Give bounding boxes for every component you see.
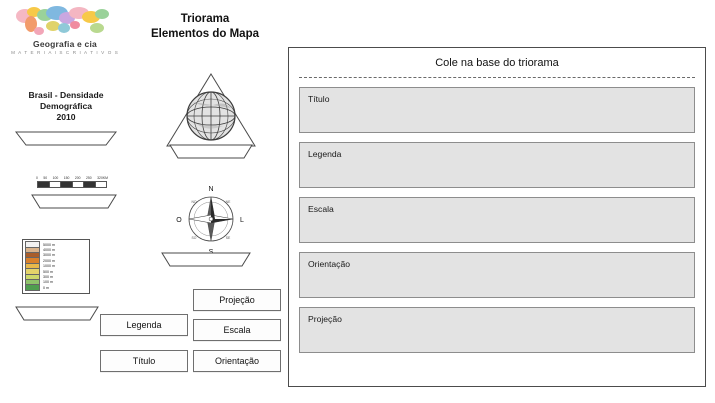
- triorama-base-panel: [288, 47, 706, 387]
- svg-text:SE: SE: [225, 236, 231, 240]
- legend-label: 4000 m: [43, 248, 55, 253]
- orientation-compass: [168, 178, 254, 260]
- brand-logo: [6, 4, 124, 66]
- legend-label: 3000 m: [43, 253, 55, 258]
- scalebar-tick: 320KM: [97, 176, 108, 180]
- svg-text:SO: SO: [191, 236, 197, 240]
- legend-swatch: [25, 284, 40, 291]
- scalebar-tick: 100: [52, 176, 59, 180]
- drop-slot-list: [289, 78, 705, 353]
- drop-slot-orientacao[interactable]: [299, 252, 695, 298]
- scalebar-ticks: [36, 176, 108, 180]
- compass-rose-icon: [168, 178, 254, 260]
- legend-item: [25, 285, 87, 290]
- scalebar-tick: 0: [36, 176, 38, 180]
- scalebar-tick: 50: [43, 176, 48, 180]
- chip-titulo[interactable]: Título: [100, 350, 188, 372]
- svg-text:O: O: [176, 217, 182, 224]
- legend-label: 0 m: [43, 285, 49, 290]
- scalebar-tick: 250: [86, 176, 92, 180]
- map-title-line2: Demográfica: [39, 101, 93, 111]
- logo-map-art: [9, 4, 121, 42]
- map-title-line3: 2010: [56, 112, 76, 122]
- tray-orientation: [160, 252, 252, 268]
- map-title-line1: Brasil - Densidade: [28, 90, 104, 100]
- legend-label: 300 m: [43, 275, 53, 280]
- svg-text:L: L: [240, 217, 244, 224]
- scalebar-bar: [37, 181, 107, 188]
- chip-projecao[interactable]: Projeção: [193, 289, 281, 311]
- drop-slot-label: Legenda: [308, 149, 342, 159]
- panel-title: Cole na base do triorama: [435, 57, 559, 69]
- drop-slot-label: Escala: [308, 204, 334, 214]
- page-title-line2: Elementos do Mapa: [151, 28, 259, 40]
- tray-projection: [168, 144, 254, 160]
- drop-slot-titulo[interactable]: [299, 87, 695, 133]
- drop-slot-escala[interactable]: [299, 197, 695, 243]
- legend-label: 2000 m: [43, 258, 55, 263]
- legend-label: 1000 m: [43, 264, 55, 269]
- page-title-line1: Triorama: [180, 13, 230, 25]
- world-map-icon: [9, 4, 121, 42]
- scalebar-tick: 200: [74, 176, 81, 180]
- drop-slot-legenda[interactable]: [299, 142, 695, 188]
- tray-scale: [30, 194, 118, 210]
- chip-escala[interactable]: Escala: [193, 319, 281, 341]
- logo-title: Geografia e cia: [33, 39, 97, 49]
- legend-label: 100 m: [43, 280, 53, 285]
- svg-text:N: N: [208, 186, 214, 193]
- drop-slot-label: Projeção: [308, 314, 342, 324]
- svg-text:NE: NE: [225, 200, 231, 204]
- drop-slot-projecao[interactable]: [299, 307, 695, 353]
- drop-slot-label: Título: [308, 94, 330, 104]
- legend-label: 500 m: [43, 269, 53, 274]
- page-title: [130, 12, 280, 42]
- logo-subtitle: M A T E R I A I S C R I A T I V O S: [11, 50, 119, 55]
- chip-legenda[interactable]: Legenda: [100, 314, 188, 336]
- drop-slot-label: Orientação: [308, 259, 351, 269]
- tray-title: [14, 131, 118, 147]
- svg-text:NO: NO: [191, 200, 197, 204]
- chip-orientacao[interactable]: Orientação: [193, 350, 281, 372]
- legend-label: 5000 m: [43, 242, 55, 247]
- map-title-card: [12, 90, 120, 123]
- scalebar-tick: 150: [63, 176, 70, 180]
- map-legend: [22, 239, 90, 294]
- map-scalebar: [36, 176, 108, 188]
- tray-legend: [14, 306, 100, 322]
